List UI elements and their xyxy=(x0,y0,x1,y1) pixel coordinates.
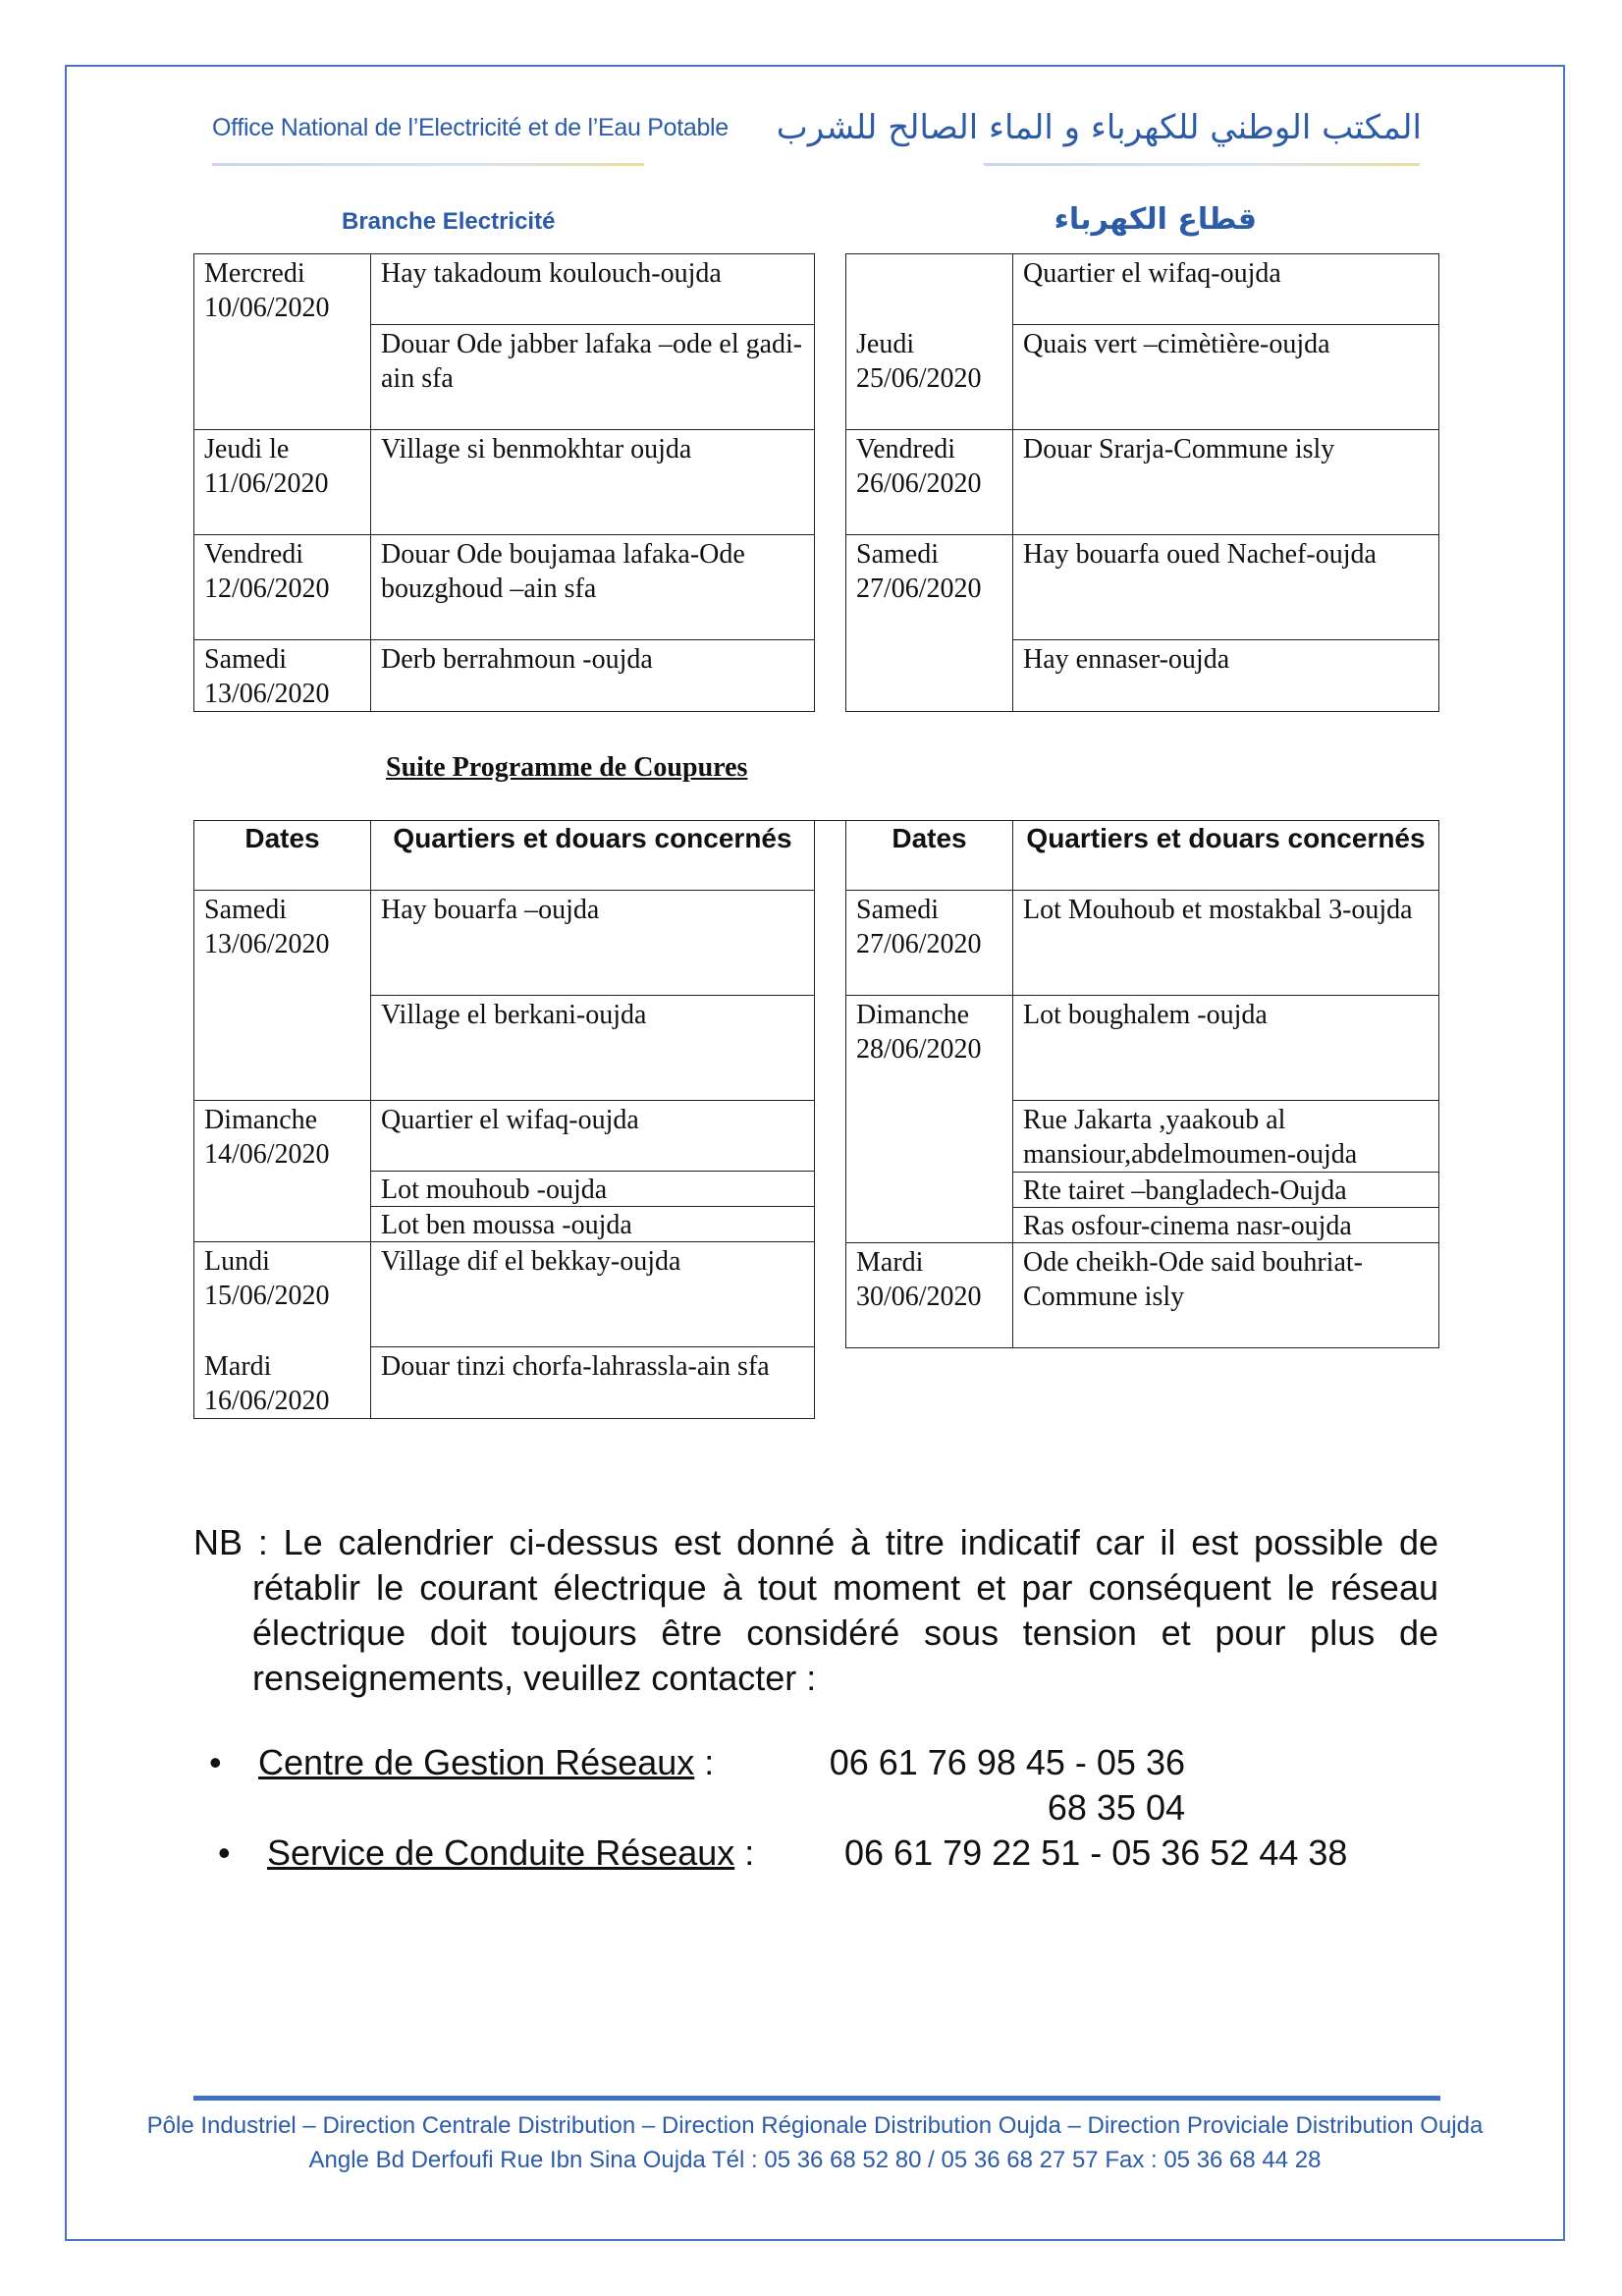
place-cell: Village si benmokhtar oujda xyxy=(371,430,815,535)
branch-name-ar: قطاع الكهرباء xyxy=(1054,202,1257,237)
place-cell: Hay bouarfa –oujda xyxy=(371,891,815,996)
place-cell: Village dif el bekkay-oujda xyxy=(371,1242,815,1347)
header-rule-left xyxy=(212,163,644,166)
place-cell: Rue Jakarta ,yaakoub al mansiour,abdelmoumen-oujda xyxy=(1013,1101,1439,1173)
schedule-table-2-right xyxy=(814,820,1439,1348)
table-row xyxy=(815,891,1439,996)
contact-item: • Centre de Gestion Réseaux : 06 61 76 98 45 - 05 36 68 35 04 xyxy=(209,1740,1448,1832)
branch-name-fr: Branche Electricité xyxy=(342,208,556,235)
contact-phones: 06 61 76 98 45 - 05 36 68 35 04 xyxy=(829,1742,1185,1828)
table-header-row xyxy=(815,821,1439,891)
date-cell: Samedi 13/06/2020 xyxy=(194,640,371,712)
schedule-table-2-left xyxy=(193,820,815,1419)
contact-label: Centre de Gestion Réseaux xyxy=(258,1742,695,1782)
place-cell: Quartier el wifaq-oujda xyxy=(371,1101,815,1172)
bullet-icon: • xyxy=(218,1832,231,1873)
date-cell: Vendredi 12/06/2020 xyxy=(194,535,371,640)
contact-phones: 06 61 79 22 51 - 05 36 52 44 38 xyxy=(844,1832,1348,1873)
footer-line-2: Angle Bd Derfoufi Rue Ibn Sina Oujda Tél : 05 36 68 52 80 / 05 36 68 27 57 Fax : 05 36 68 44 28 xyxy=(308,2147,1322,2173)
date-cell: Vendredi 26/06/2020 xyxy=(846,430,1013,535)
table-row xyxy=(194,891,815,996)
place-cell: Douar Srarja-Commune isly xyxy=(1013,430,1439,535)
place-cell: Douar tinzi chorfa-lahrassla-ain sfa xyxy=(371,1347,815,1419)
place-cell: Lot ben moussa -oujda xyxy=(371,1207,815,1242)
place-cell: Hay ennaser-oujda xyxy=(1013,640,1439,712)
place-cell: Ras osfour-cinema nasr-oujda xyxy=(1013,1208,1439,1243)
place-cell: Douar Ode jabber lafaka –ode el gadi-ain sfa xyxy=(371,325,815,430)
table-row xyxy=(194,1347,815,1419)
bullet-icon: • xyxy=(209,1742,222,1782)
date-cell: Lundi 15/06/2020 xyxy=(194,1242,371,1347)
dates-header: Dates xyxy=(846,821,1013,891)
table-row xyxy=(194,1101,815,1172)
places-header: Quartiers et douars concernés xyxy=(371,821,815,891)
table-header-row xyxy=(194,821,815,891)
place-cell: Rte tairet –bangladech-Oujda xyxy=(1013,1173,1439,1208)
place-cell: Lot boughalem -oujda xyxy=(1013,996,1439,1101)
date-cell: Dimanche 28/06/2020 xyxy=(846,996,1013,1243)
org-name-fr: Office National de l’Electricité et de l’Eau Potable xyxy=(212,114,729,141)
date-cell: Jeudi le 11/06/2020 xyxy=(194,430,371,535)
date-cell: Samedi 27/06/2020 xyxy=(846,891,1013,996)
org-name-ar: المكتب الوطني للكهرباء و الماء الصالح للشرب xyxy=(776,108,1422,147)
place-cell: Lot mouhoub -oujda xyxy=(371,1172,815,1207)
date-cell: Dimanche 14/06/2020 xyxy=(194,1101,371,1242)
place-cell: Douar Ode boujamaa lafaka-Ode bouzghoud –ain sfa xyxy=(371,535,815,640)
date-cell: Samedi 13/06/2020 xyxy=(194,891,371,1101)
schedule-table-1 xyxy=(193,253,1439,712)
place-cell: Hay takadoum koulouch-oujda xyxy=(371,254,815,325)
date-cell: Mardi 16/06/2020 xyxy=(194,1347,371,1419)
date-cell xyxy=(846,254,1013,325)
place-cell: Ode cheikh-Ode said bouhriat-Commune isly xyxy=(1013,1243,1439,1348)
contact-label: Service de Conduite Réseaux xyxy=(267,1832,735,1873)
footer-rule xyxy=(193,2096,1440,2101)
date-cell: Jeudi 25/06/2020 xyxy=(846,325,1013,430)
header-rule-right xyxy=(984,163,1420,166)
table-row xyxy=(194,254,1439,325)
place-cell: Lot Mouhoub et mostakbal 3-oujda xyxy=(1013,891,1439,996)
places-header: Quartiers et douars concernés xyxy=(1013,821,1439,891)
date-cell: Mardi 30/06/2020 xyxy=(846,1243,1013,1348)
section-subtitle: Suite Programme de Coupures xyxy=(386,752,748,783)
place-cell: Hay bouarfa oued Nachef-oujda xyxy=(1013,535,1439,640)
table-row xyxy=(815,1243,1439,1348)
place-cell: Derb berrahmoun -oujda xyxy=(371,640,815,712)
note-paragraph: NB : Le calendrier ci-dessus est donné à titre indicatif car il est possible de rétablir le courant électrique à tout moment et par conséquent le réseau électrique doit toujours être considéré sous tension et pour plus de renseignements, veuillez contacter : xyxy=(193,1522,1438,1698)
place-cell: Quais vert –cimètière-oujda xyxy=(1013,325,1439,430)
place-cell: Village el berkani-oujda xyxy=(371,996,815,1101)
table-row xyxy=(815,996,1439,1101)
table-row xyxy=(194,1242,815,1347)
footer-line-1: Pôle Industriel – Direction Centrale Distribution – Direction Régionale Distribution Oujda – Direction Proviciale Distribution Oujda xyxy=(146,2112,1484,2139)
date-cell: Samedi 27/06/2020 xyxy=(846,535,1013,712)
place-cell: Quartier el wifaq-oujda xyxy=(1013,254,1439,325)
dates-header: Dates xyxy=(194,821,371,891)
date-cell: Mercredi 10/06/2020 xyxy=(194,254,371,430)
contact-item: • Service de Conduite Réseaux : 06 61 79 22 51 - 05 36 52 44 38 xyxy=(218,1831,1457,1880)
